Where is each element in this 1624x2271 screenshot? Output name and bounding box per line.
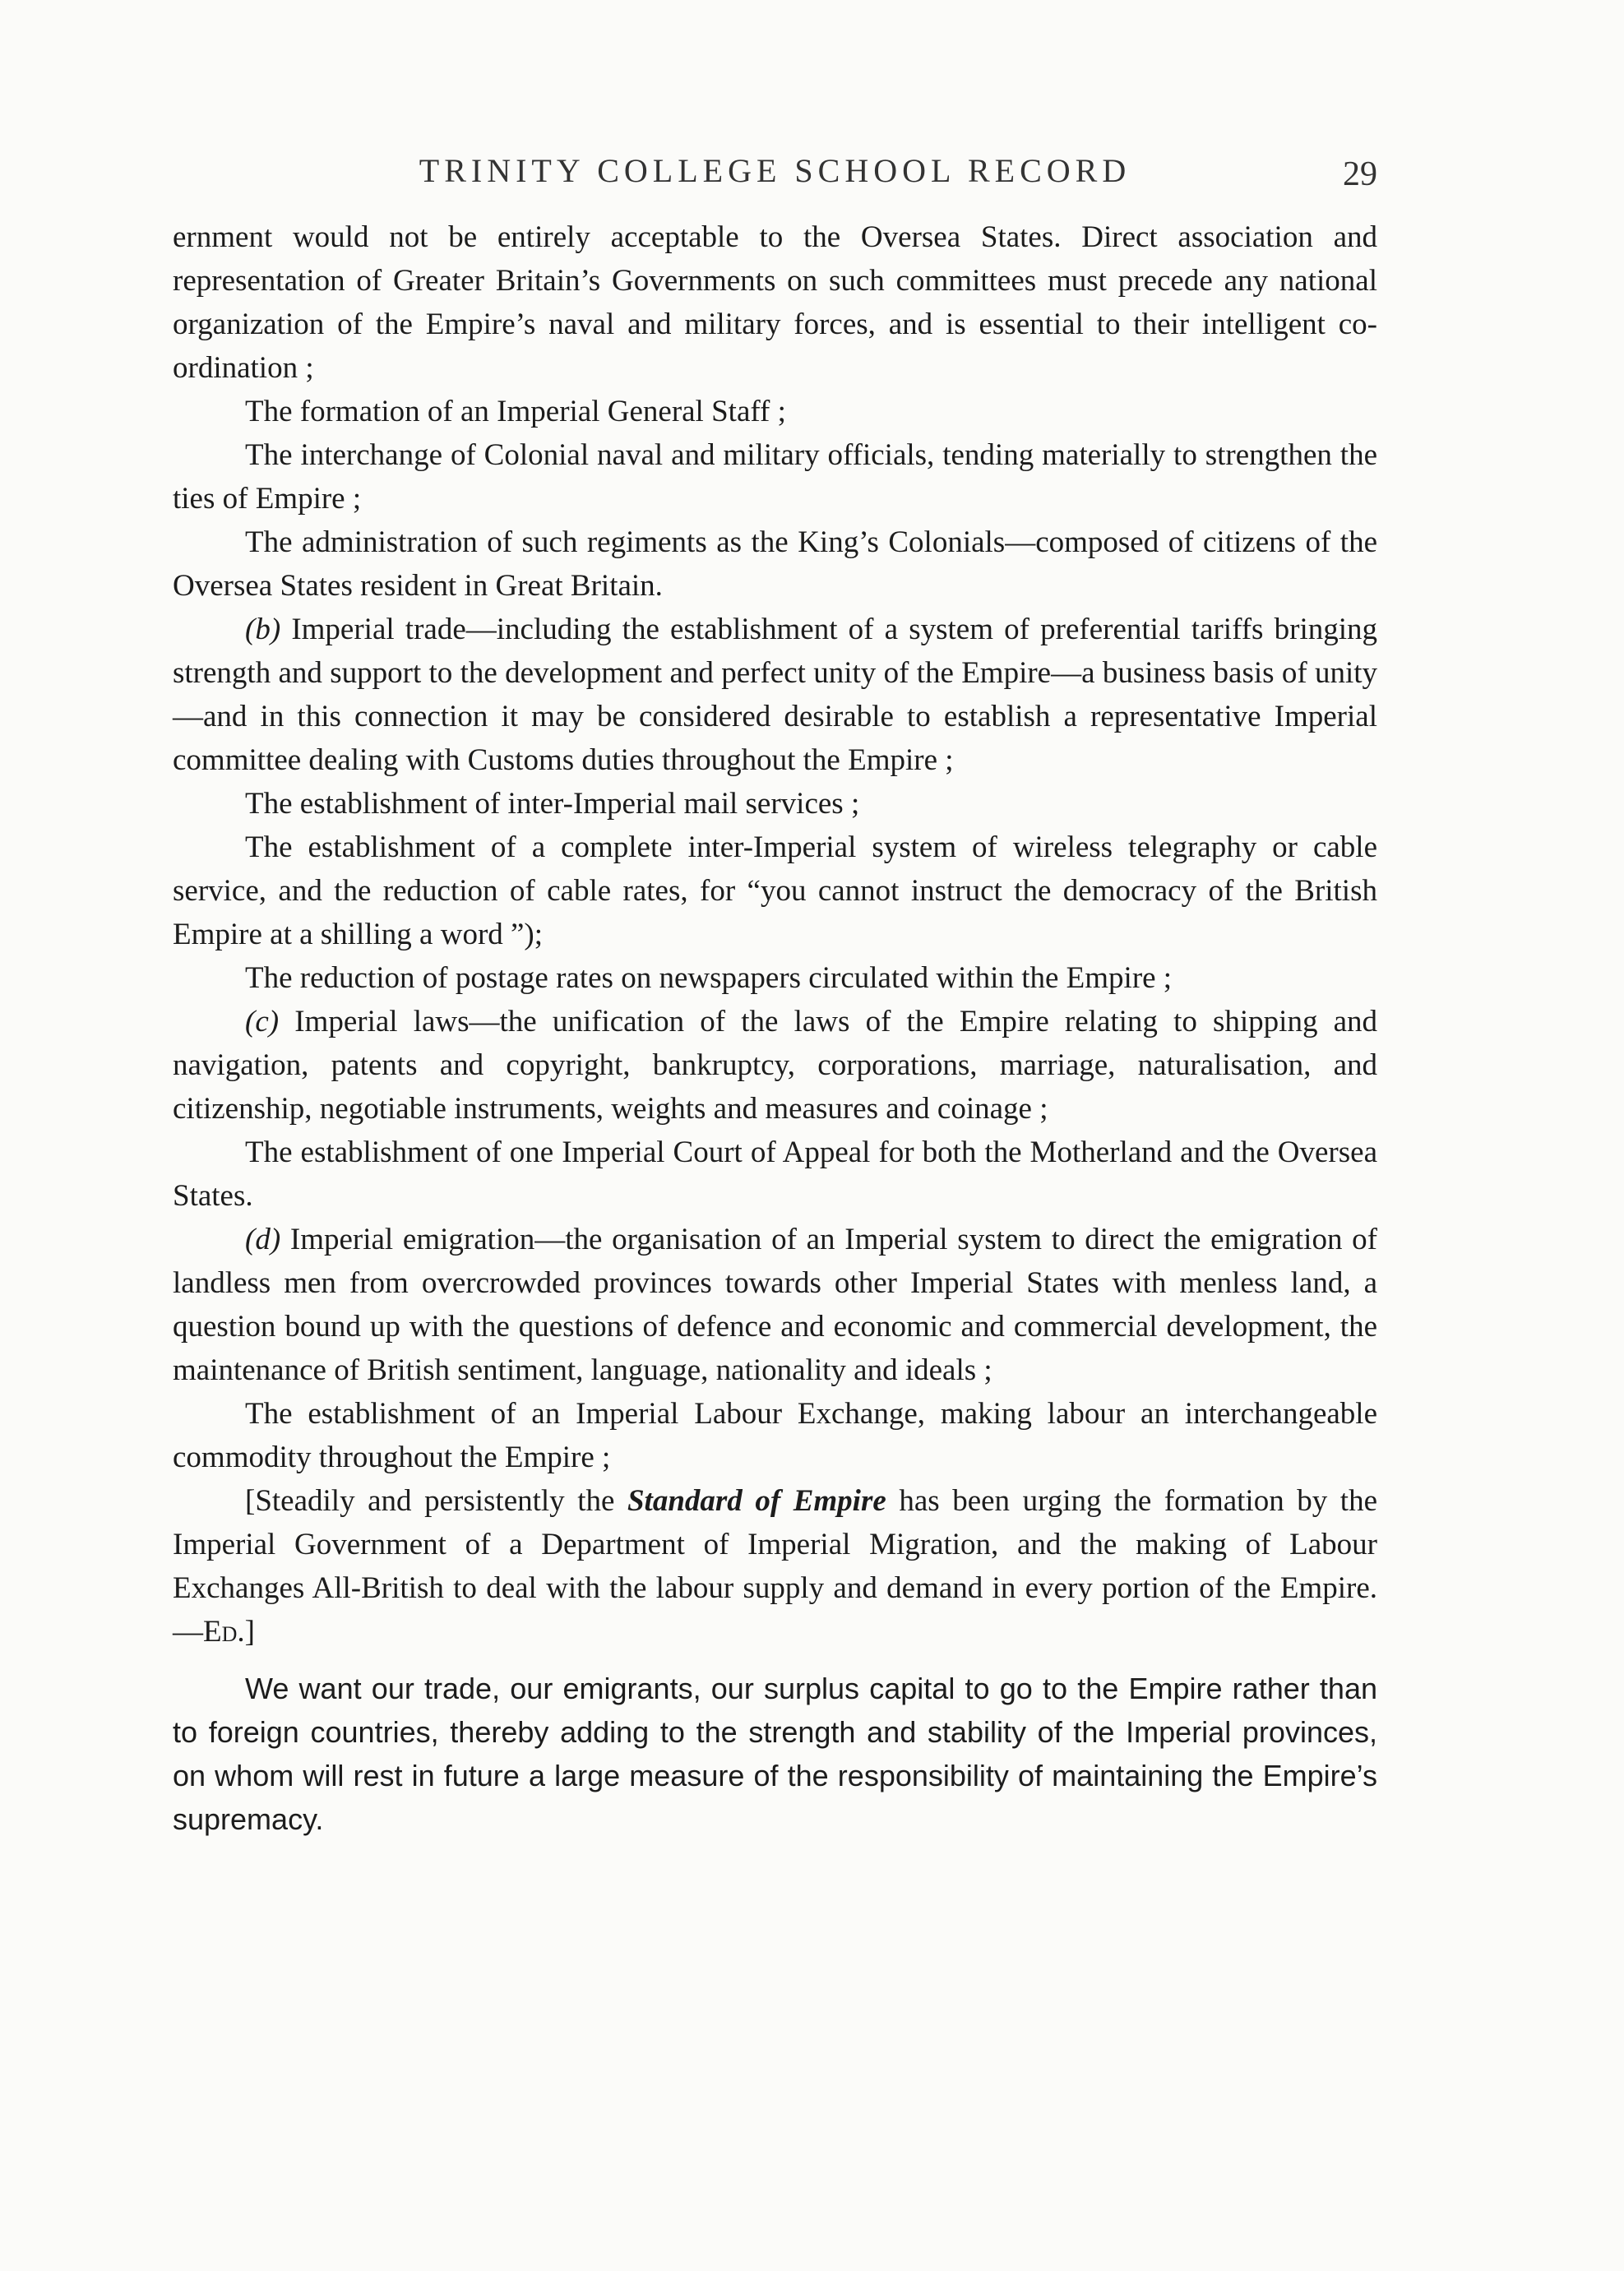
paragraph-editor-note xyxy=(173,1479,1377,1654)
paragraph-imperial-laws xyxy=(173,1000,1377,1131)
paragraph-imperial-emigration-text: Imperial emigration—the organisation of an Imperial system to direct the emigration of landless men from overcrowded provinces towards other Imperial States with menless land, a question bound up with the questions of defence and economic and commercial development, the maintenance of British sentiment, language, nationality and ideals ; xyxy=(173,1223,1377,1387)
paragraph-postage-rates: The reduction of postage rates on newspapers circulated within the Empire ; xyxy=(245,961,1173,995)
running-title: TRINITY COLLEGE SCHOOL RECORD xyxy=(419,152,1131,189)
paragraph-general-staff: The formation of an Imperial General Staff ; xyxy=(245,395,786,428)
section-label-c: (c) xyxy=(245,1005,280,1038)
page-number: 29 xyxy=(1343,155,1377,193)
paragraph-kings-colonials: The administration of such regiments as the King’s Colonials—composed of citizens of the Oversea States resident in Great Britain. xyxy=(173,525,1377,603)
section-label-d: (d) xyxy=(245,1223,281,1256)
paragraph-imperial-emigration xyxy=(173,1218,1377,1392)
paragraph-mail-services: The establishment of inter-Imperial mail services ; xyxy=(245,787,860,821)
section-label-b: (b) xyxy=(245,613,281,646)
paragraph-labour-exchange: The establishment of an Imperial Labour Exchange, making labour an interchangeable commodity throughout the Empire ; xyxy=(173,1397,1377,1474)
paragraph-imperial-trade-text: Imperial trade—including the establishment of a system of preferential tariffs bringing strength and support to the development and perfect unity of the Empire—a business basis of unity—and in this connection it may be considered desirable to establish a representative Imperial committee dealing with Customs duties throughout the Empire ; xyxy=(173,613,1377,777)
editor-signature: Ed. xyxy=(203,1615,245,1649)
editor-note-close: ] xyxy=(244,1615,255,1649)
paragraph-continuation: ernment would not be entirely acceptable to the Oversea States. Direct association and representation of Greater Britain’s Governments on such committees must precede any national organization of the Empire’s naval and military forces, and is essential to their intelligent co-ordination ; xyxy=(173,220,1377,385)
article-body xyxy=(173,215,1377,1841)
journal-title: Standard of Empire xyxy=(627,1484,886,1518)
editor-note-open: [Steadily and persistently the xyxy=(245,1484,615,1518)
paragraph-closing: We want our trade, our emigrants, our surplus capital to go to the Empire rather than to foreign countries, thereby adding to the strength and stability of the Imperial provinces, on whom will rest in future a large measure of the responsibility of maintaining the Empire’s supremacy. xyxy=(173,1672,1377,1836)
editor-note-text: has been urging the formation by the Imperial Government of a Department of Imperial Migration, and the making of Labour Exchanges All-British to deal with the labour supply and demand in every portion of the Empire.— xyxy=(173,1484,1377,1649)
paragraph-imperial-trade xyxy=(173,608,1377,782)
running-header xyxy=(173,146,1377,196)
paragraph-court-of-appeal: The establishment of one Imperial Court of Appeal for both the Motherland and the Oversea States. xyxy=(173,1136,1377,1213)
paragraph-imperial-laws-text: Imperial laws—the unification of the laws of the Empire relating to shipping and navigation, patents and copyright, bankruptcy, corporations, marriage, naturalisation, and citizenship, negotiable instruments, weights and measures and coinage ; xyxy=(173,1005,1378,1126)
paragraph-wireless-telegraphy: The establishment of a complete inter-Imperial system of wireless telegraphy or cable service, and the reduction of cable rates, for “you cannot instruct the democracy of the British Empire at a shilling a word ”); xyxy=(173,830,1377,951)
paragraph-interchange-officials: The interchange of Colonial naval and military officials, tending materially to strengthen the ties of Empire ; xyxy=(173,438,1377,516)
